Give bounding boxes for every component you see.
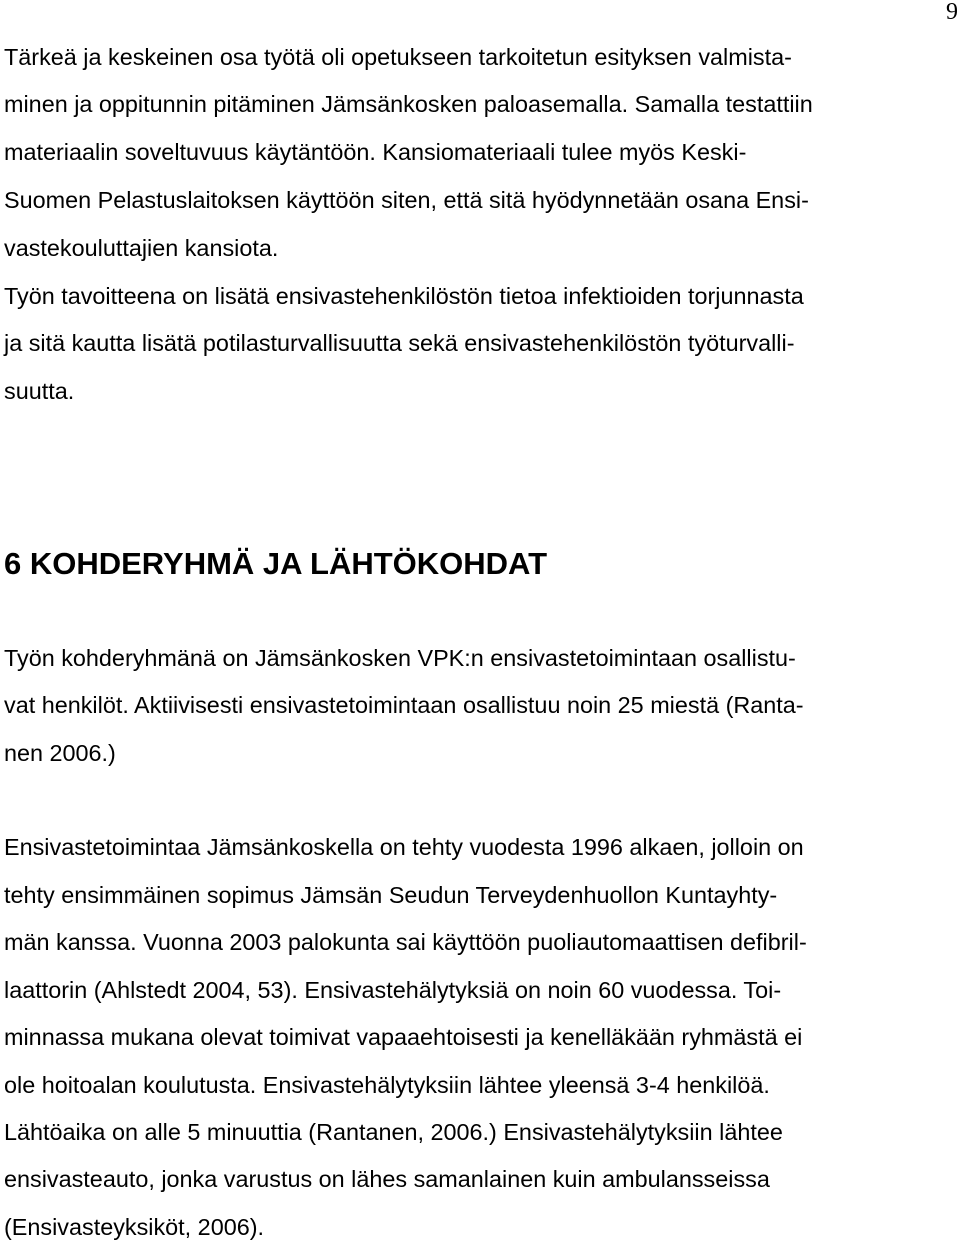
text-line: Suomen Pelastuslaitoksen käyttöön siten, että sitä hyödynnetään osana Ensi- bbox=[4, 187, 809, 213]
text-line: (Ensivasteyksiköt, 2006). bbox=[4, 1214, 265, 1240]
text-line: minen ja oppitunnin pitäminen Jämsänkosken paloasemalla. Samalla testattiin bbox=[4, 91, 813, 117]
text-line: Työn kohderyhmänä on Jämsänkosken VPK:n ensivastetoimintaan osallistu- bbox=[4, 645, 796, 671]
text-line: Lähtöaika on alle 5 minuuttia (Rantanen, 2006.) Ensivastehälytyksiin lähtee bbox=[4, 1119, 783, 1145]
text-line: minnassa mukana olevat toimivat vapaaehtoisesti ja kenelläkään ryhmästä ei bbox=[4, 1024, 803, 1050]
text-line: Työn tavoitteena on lisätä ensivastehenkilöstön tietoa infektioiden torjunnasta bbox=[4, 283, 804, 309]
text-line: tehty ensimmäinen sopimus Jämsän Seudun Terveydenhuollon Kuntayhty- bbox=[4, 882, 778, 908]
text-line: Ensivastetoimintaa Jämsänkoskella on tehty vuodesta 1996 alkaen, jolloin on bbox=[4, 834, 804, 860]
text-line: ensivasteauto, jonka varustus on lähes samanlainen kuin ambulansseissa bbox=[4, 1166, 770, 1192]
text-line: vat henkilöt. Aktiivisesti ensivastetoimintaan osallistuu noin 25 miestä (Ranta- bbox=[4, 692, 804, 718]
text-line: laattorin (Ahlstedt 2004, 53). Ensivastehälytyksiä on noin 60 vuodessa. Toi- bbox=[4, 977, 782, 1003]
text-line: nen 2006.) bbox=[4, 740, 116, 766]
text-line: män kanssa. Vuonna 2003 palokunta sai käyttöön puoliautomaattisen defibril- bbox=[4, 929, 807, 955]
text-line: vastekouluttajien kansiota. bbox=[4, 235, 279, 261]
text-line: Tärkeä ja keskeinen osa työtä oli opetukseen tarkoitetun esityksen valmista- bbox=[4, 44, 792, 70]
text-line: materiaalin soveltuvuus käytäntöön. Kansiomateriaali tulee myös Keski- bbox=[4, 139, 747, 165]
page-number: 9 bbox=[946, 0, 958, 25]
text-line: ja sitä kautta lisätä potilasturvallisuutta sekä ensivastehenkilöstön työturvalli- bbox=[4, 330, 795, 356]
text-line: ole hoitoalan koulutusta. Ensivastehälytyksiin lähtee yleensä 3-4 henkilöä. bbox=[4, 1072, 770, 1098]
text-line: suutta. bbox=[4, 378, 75, 404]
section-heading: 6 KOHDERYHMÄ JA LÄHTÖKOHDAT bbox=[4, 546, 548, 581]
